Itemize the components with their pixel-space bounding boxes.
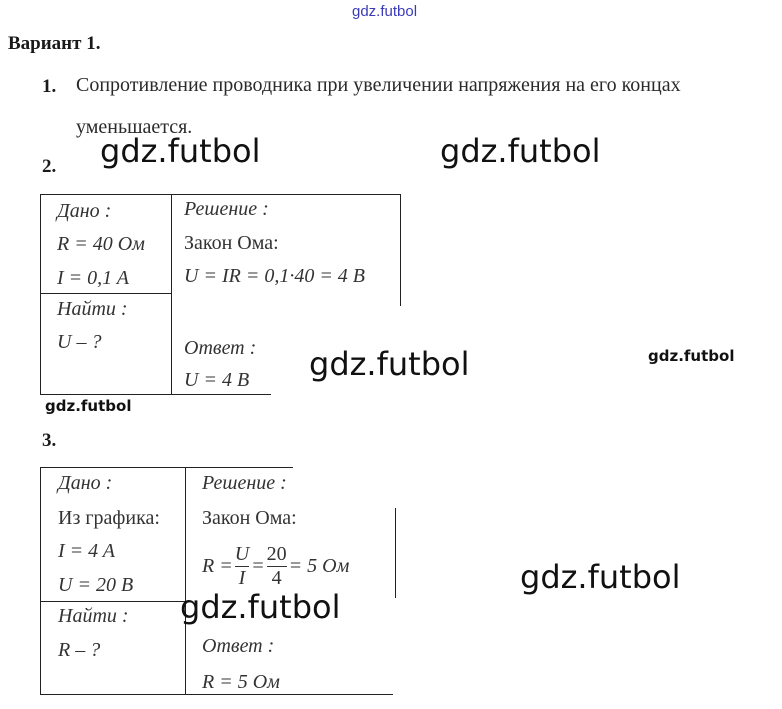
- q2-otvet-label: Ответ :: [184, 337, 257, 359]
- q3-otvet-label: Ответ :: [202, 635, 275, 657]
- q1-text-line2: уменьшается.: [76, 116, 193, 138]
- q3-dano-label: Дано :: [58, 472, 113, 494]
- q3-find: R – ?: [58, 639, 101, 661]
- q3-source: Из графика:: [58, 507, 160, 529]
- q1-text-line1: Сопротивление проводника при увеличении напряжения на его концах: [76, 74, 681, 96]
- q3-fraction-ui: [235, 543, 249, 590]
- q3-given-i: I = 4 A: [58, 540, 116, 562]
- q3-law: Закон Ома:: [202, 507, 297, 529]
- q3-najti-label: Найти :: [58, 605, 129, 627]
- q2-answer: U = 4 В: [184, 369, 250, 391]
- watermark-5: gdz.futbol: [45, 397, 132, 415]
- q2-number: 2.: [42, 156, 57, 177]
- q3-frac1-den: I: [238, 566, 246, 589]
- q2-law: Закон Ома:: [184, 232, 279, 254]
- q2-dano-label: Дано :: [57, 200, 112, 222]
- watermark-4: gdz.futbol: [648, 347, 735, 365]
- q2-given-r: R = 40 Ом: [57, 233, 145, 255]
- watermark-2: gdz.futbol: [440, 132, 601, 170]
- q3-frac1-num: U: [234, 542, 250, 565]
- watermark-3: gdz.futbol: [309, 345, 470, 383]
- watermark-7: gdz.futbol: [520, 558, 681, 596]
- q2-reshenie-label: Решение :: [184, 198, 269, 220]
- q2-find: U – ?: [57, 331, 102, 353]
- q1-number: 1.: [42, 76, 57, 97]
- watermark-6: gdz.futbol: [180, 588, 341, 626]
- q3-formula-rhs: = 5 Ом: [288, 554, 350, 577]
- q3-frac2-num: 20: [266, 542, 287, 565]
- q3-answer: R = 5 Ом: [202, 671, 280, 693]
- q3-given-u: U = 20 В: [58, 574, 134, 596]
- q3-formula-lhs: R =: [202, 554, 233, 577]
- q3-fraction-values: [267, 543, 287, 590]
- q3-reshenie-label: Решение :: [202, 472, 287, 494]
- variant-title: Вариант 1.: [8, 33, 101, 54]
- watermark-1: gdz.futbol: [100, 132, 261, 170]
- watermark-top: gdz.futbol: [352, 3, 418, 20]
- q2-formula: U = IR = 0,1·40 = 4 В: [184, 265, 366, 287]
- q3-formula-eq: =: [251, 554, 265, 577]
- q3-formula: [202, 540, 349, 592]
- q3-frac2-den: 4: [271, 566, 282, 589]
- q3-number: 3.: [42, 430, 57, 451]
- q2-given-i: I = 0,1 A: [57, 267, 130, 289]
- q2-najti-label: Найти :: [57, 298, 128, 320]
